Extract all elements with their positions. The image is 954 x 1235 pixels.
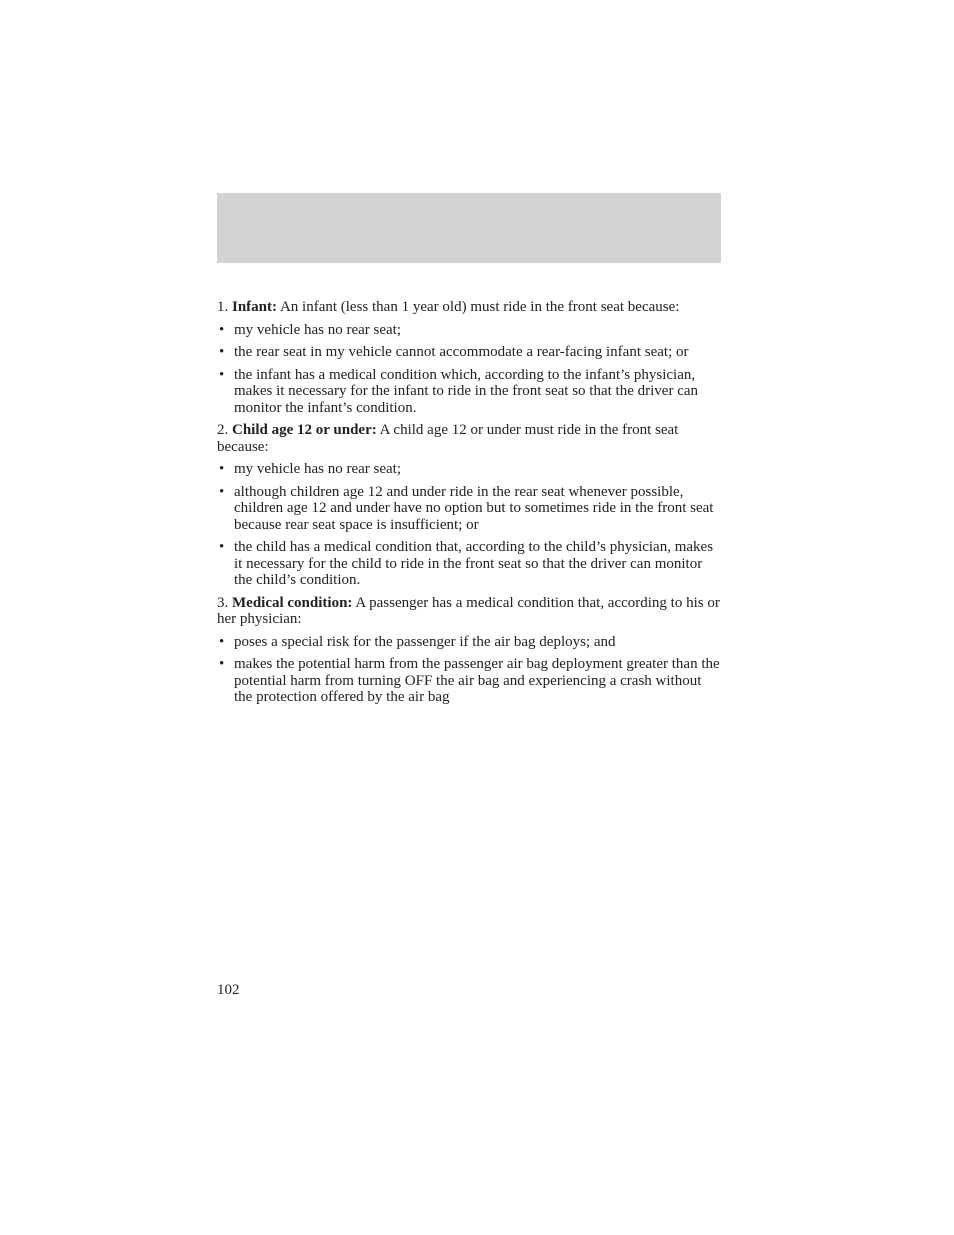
bullet-icon: • bbox=[219, 633, 225, 650]
list-item: • my vehicle has no rear seat; bbox=[219, 461, 402, 477]
list-item: • the child has a medical condition that, according to the child’s physician, makes it necessary for the child to ride in the front seat so that the driver can monitor the child’s condition. bbox=[219, 539, 714, 588]
section-3-intro bbox=[217, 595, 721, 628]
section-text: An infant (less than 1 year old) must ride in the front seat because: bbox=[279, 299, 680, 315]
list-item: • although children age 12 and under ride in the rear seat whenever possible, children age 12 and under have no option but to sometimes ride in the front seat because rear seat space is insufficient; or bbox=[219, 483, 714, 533]
page-number: 102 bbox=[217, 982, 240, 998]
section-text: A child age 12 or under must ride in the front seat because: bbox=[217, 422, 679, 455]
bullet-icon: • bbox=[219, 366, 225, 383]
section-2-intro bbox=[217, 422, 721, 455]
list-item: • my vehicle has no rear seat; bbox=[219, 321, 402, 338]
section-number: 1. bbox=[217, 299, 229, 315]
section-3-list bbox=[217, 634, 721, 706]
list-item: • poses a special risk for the passenger if the air bag deploys; and bbox=[219, 633, 616, 650]
list-item: • the infant has a medical condition which, according to the infant’s physician, makes it necessary for the infant to ride in the front seat so that the driver can monitor the infant’s condition. bbox=[219, 366, 699, 416]
section-number: 3. bbox=[217, 594, 229, 611]
section-2-list bbox=[217, 461, 721, 589]
section-term: Infant: bbox=[232, 299, 278, 315]
section-1-list bbox=[217, 322, 721, 417]
section-text: A passenger has a medical condition that, according to his or her physician: bbox=[217, 594, 720, 627]
bullet-icon: • bbox=[219, 321, 225, 338]
section-term: Medical condition: bbox=[232, 594, 353, 611]
bullet-icon: • bbox=[219, 483, 225, 500]
list-item: • makes the potential harm from the passenger air bag deployment greater than the potential harm from turning OFF the air bag and experiencing a crash without the protection offered by the air bag bbox=[219, 656, 720, 705]
section-term: Child age 12 or under: bbox=[232, 422, 377, 438]
bullet-icon: • bbox=[219, 539, 225, 555]
document-body bbox=[217, 299, 721, 712]
section-number: 2. bbox=[217, 422, 229, 438]
bullet-icon: • bbox=[219, 461, 225, 477]
list-item: • the rear seat in my vehicle cannot accommodate a rear-facing infant seat; or bbox=[219, 344, 689, 360]
header-band bbox=[217, 193, 721, 263]
bullet-icon: • bbox=[219, 656, 225, 672]
bullet-icon: • bbox=[219, 344, 225, 360]
section-1-intro bbox=[217, 299, 721, 316]
